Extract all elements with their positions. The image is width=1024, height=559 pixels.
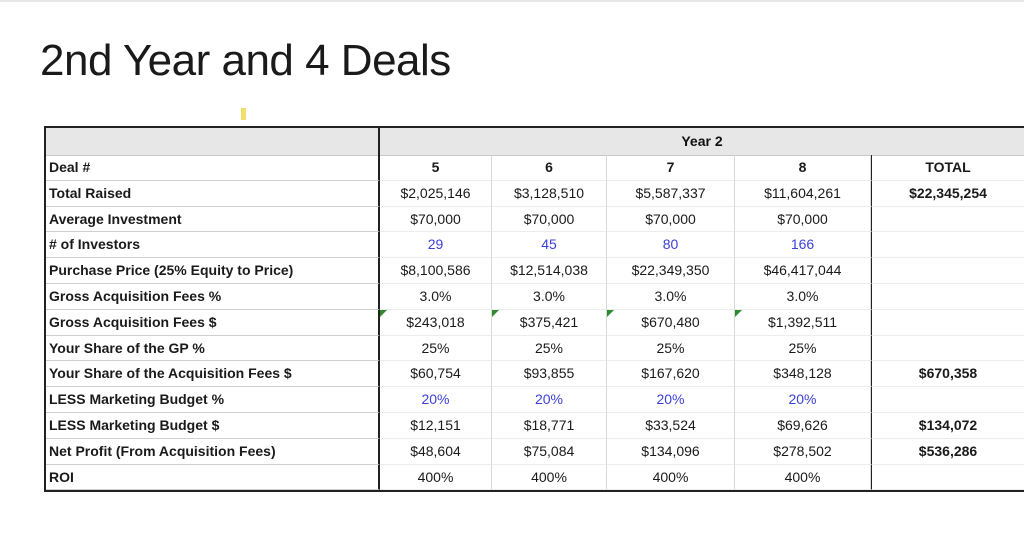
cell-value: 3.0%	[786, 288, 819, 304]
cell-value: $33,524	[645, 417, 696, 433]
value-cell[interactable]	[607, 284, 735, 310]
cell-value: 400%	[531, 468, 567, 485]
table-row	[46, 439, 1024, 465]
cell-value: $8,100,586	[400, 262, 471, 279]
total-cell[interactable]	[871, 387, 1024, 413]
cell-value: $93,855	[523, 365, 575, 382]
cell-value: 166	[790, 236, 815, 253]
value-cell[interactable]	[492, 207, 607, 233]
value-cell[interactable]	[607, 413, 735, 439]
cell-value: $1,392,511	[767, 313, 838, 330]
cell-value: $278,502	[773, 442, 832, 459]
value-cell[interactable]	[492, 387, 607, 413]
table-row	[46, 207, 1024, 233]
value-cell[interactable]	[380, 310, 492, 336]
value-cell[interactable]	[607, 155, 735, 181]
slide-title: 2nd Year and 4 Deals	[40, 36, 451, 85]
value-cell[interactable]	[492, 258, 607, 284]
value-cell[interactable]	[607, 387, 735, 413]
year-header-text: Year 2	[681, 133, 723, 149]
table-row	[46, 232, 1024, 258]
cell-value: $70,000	[523, 210, 575, 227]
row-label[interactable]: Purchase Price (25% Equity to Price)	[46, 258, 380, 284]
value-cell[interactable]	[492, 439, 607, 465]
cell-value: 3.0%	[533, 288, 565, 304]
value-cell[interactable]	[380, 465, 492, 491]
table-row	[46, 361, 1024, 387]
value-cell[interactable]	[607, 310, 735, 336]
total-cell[interactable]: $536,286	[871, 439, 1024, 465]
table-row	[46, 284, 1024, 310]
cell-value: 8	[798, 159, 807, 175]
year-header	[380, 128, 1024, 155]
cell-value: $70,000	[410, 210, 461, 227]
value-cell[interactable]	[492, 232, 607, 258]
row-label[interactable]: LESS Marketing Budget $	[46, 413, 380, 439]
cell-value: 29	[427, 236, 444, 253]
row-label[interactable]: ROI	[46, 465, 380, 491]
value-cell[interactable]	[380, 439, 492, 465]
cell-value: 25%	[534, 339, 564, 356]
cell-value: $11,604,261	[764, 184, 841, 201]
value-cell[interactable]	[380, 361, 492, 387]
cell-value: $70,000	[645, 210, 696, 227]
spreadsheet-table	[44, 126, 1024, 492]
row-label[interactable]: Gross Acquisition Fees $	[46, 310, 380, 336]
cell-value: 6	[545, 159, 553, 175]
value-cell[interactable]	[380, 258, 492, 284]
cell-value: $18,771	[523, 417, 575, 433]
cell-value: $2,025,146	[400, 184, 471, 201]
cell-value: 20%	[656, 391, 685, 408]
table-row	[46, 181, 1024, 207]
total-cell[interactable]: TOTAL	[871, 155, 1024, 181]
text-cursor-highlight	[241, 108, 246, 120]
value-cell[interactable]	[607, 465, 735, 491]
value-cell[interactable]	[735, 232, 871, 258]
cell-value: $3,128,510	[513, 184, 585, 201]
value-cell[interactable]	[380, 155, 492, 181]
cell-value: $243,018	[406, 313, 465, 330]
value-cell[interactable]	[735, 207, 871, 233]
total-cell[interactable]: $22,345,254	[871, 181, 1024, 207]
cell-value: 80	[662, 236, 679, 253]
cell-value: $12,514,038	[510, 262, 588, 279]
cell-value: $12,151	[410, 417, 461, 433]
cell-value: 45	[541, 236, 557, 253]
cell-value: 3.0%	[419, 288, 452, 304]
row-label[interactable]: Total Raised	[46, 181, 380, 207]
cell-value: $134,096	[641, 442, 700, 459]
row-label[interactable]: LESS Marketing Budget %	[46, 387, 380, 413]
row-label[interactable]: Gross Acquisition Fees %	[46, 284, 380, 310]
row-label[interactable]: Average Investment	[46, 207, 380, 233]
comment-flag-icon	[607, 310, 614, 317]
cell-value: 20%	[421, 391, 450, 408]
value-cell[interactable]	[492, 361, 607, 387]
table-row	[46, 155, 1024, 181]
cell-value: 400%	[652, 468, 689, 485]
value-cell[interactable]	[735, 181, 871, 207]
top-divider	[0, 0, 1024, 2]
table-row	[46, 258, 1024, 284]
row-label[interactable]: # of Investors	[46, 232, 380, 258]
cell-value: 25%	[656, 339, 685, 356]
value-cell[interactable]	[607, 207, 735, 233]
value-cell[interactable]	[607, 181, 735, 207]
value-cell[interactable]	[735, 465, 871, 491]
cell-value: $670,480	[641, 313, 700, 330]
value-cell[interactable]	[492, 284, 607, 310]
header-label-cell	[46, 128, 380, 155]
cell-value: 400%	[784, 468, 821, 485]
cell-value: 25%	[788, 339, 817, 356]
value-cell[interactable]	[607, 258, 735, 284]
value-cell[interactable]	[735, 361, 871, 387]
value-cell[interactable]	[735, 284, 871, 310]
total-cell[interactable]	[871, 258, 1024, 284]
cell-value: 20%	[788, 391, 817, 408]
cell-value: $375,421	[519, 313, 579, 330]
comment-flag-icon	[380, 310, 387, 317]
value-cell[interactable]	[492, 413, 607, 439]
value-cell[interactable]	[607, 361, 735, 387]
cell-value: 400%	[417, 468, 454, 485]
value-cell[interactable]	[380, 207, 492, 233]
value-cell[interactable]	[735, 413, 871, 439]
comment-flag-icon	[735, 310, 742, 317]
value-cell[interactable]	[735, 387, 871, 413]
value-cell[interactable]	[607, 439, 735, 465]
value-cell[interactable]	[380, 336, 492, 362]
value-cell[interactable]	[380, 232, 492, 258]
value-cell[interactable]	[735, 310, 871, 336]
cell-value: $48,604	[410, 442, 461, 459]
value-cell[interactable]	[492, 310, 607, 336]
cell-value: $70,000	[777, 210, 828, 227]
cell-value: $69,626	[777, 417, 828, 433]
value-cell[interactable]	[380, 387, 492, 413]
total-cell[interactable]: $670,358	[871, 361, 1024, 387]
cell-value: $167,620	[641, 365, 700, 382]
total-cell[interactable]	[871, 310, 1024, 336]
value-cell[interactable]	[735, 336, 871, 362]
value-cell[interactable]	[607, 232, 735, 258]
total-cell[interactable]: $134,072	[871, 413, 1024, 439]
cell-value: $60,754	[410, 365, 461, 382]
cell-value: $75,084	[523, 442, 575, 459]
value-cell[interactable]	[735, 258, 871, 284]
value-cell[interactable]	[492, 155, 607, 181]
value-cell[interactable]	[380, 413, 492, 439]
cell-value: $22,349,350	[631, 262, 710, 279]
total-cell[interactable]	[871, 207, 1024, 233]
value-cell[interactable]	[492, 465, 607, 491]
value-cell[interactable]	[735, 155, 871, 181]
value-cell[interactable]	[380, 284, 492, 310]
cell-value: $46,417,044	[763, 262, 842, 279]
table-row	[46, 336, 1024, 362]
row-label[interactable]: Deal #	[46, 155, 380, 181]
cell-value: 20%	[534, 391, 564, 408]
cell-value: $348,128	[773, 365, 832, 382]
cell-value: 25%	[421, 339, 450, 356]
cell-value: 5	[431, 159, 440, 175]
table-row	[46, 310, 1024, 336]
value-cell[interactable]	[380, 181, 492, 207]
cell-value: $5,587,337	[635, 184, 706, 201]
table-row	[46, 465, 1024, 491]
total-cell[interactable]	[871, 465, 1024, 491]
row-label[interactable]: Your Share of the GP %	[46, 336, 380, 362]
value-cell[interactable]	[492, 181, 607, 207]
value-cell[interactable]	[607, 336, 735, 362]
table-row	[46, 413, 1024, 439]
table-header-row	[46, 128, 1024, 156]
value-cell[interactable]	[735, 439, 871, 465]
total-cell[interactable]	[871, 232, 1024, 258]
row-label[interactable]: Your Share of the Acquisition Fees $	[46, 361, 380, 387]
cell-value: 3.0%	[654, 288, 687, 304]
table-row	[46, 387, 1024, 413]
total-cell[interactable]	[871, 284, 1024, 310]
value-cell[interactable]	[492, 336, 607, 362]
row-label[interactable]: Net Profit (From Acquisition Fees)	[46, 439, 380, 465]
comment-flag-icon	[492, 310, 499, 317]
total-cell[interactable]	[871, 336, 1024, 362]
cell-value: 7	[666, 159, 675, 175]
